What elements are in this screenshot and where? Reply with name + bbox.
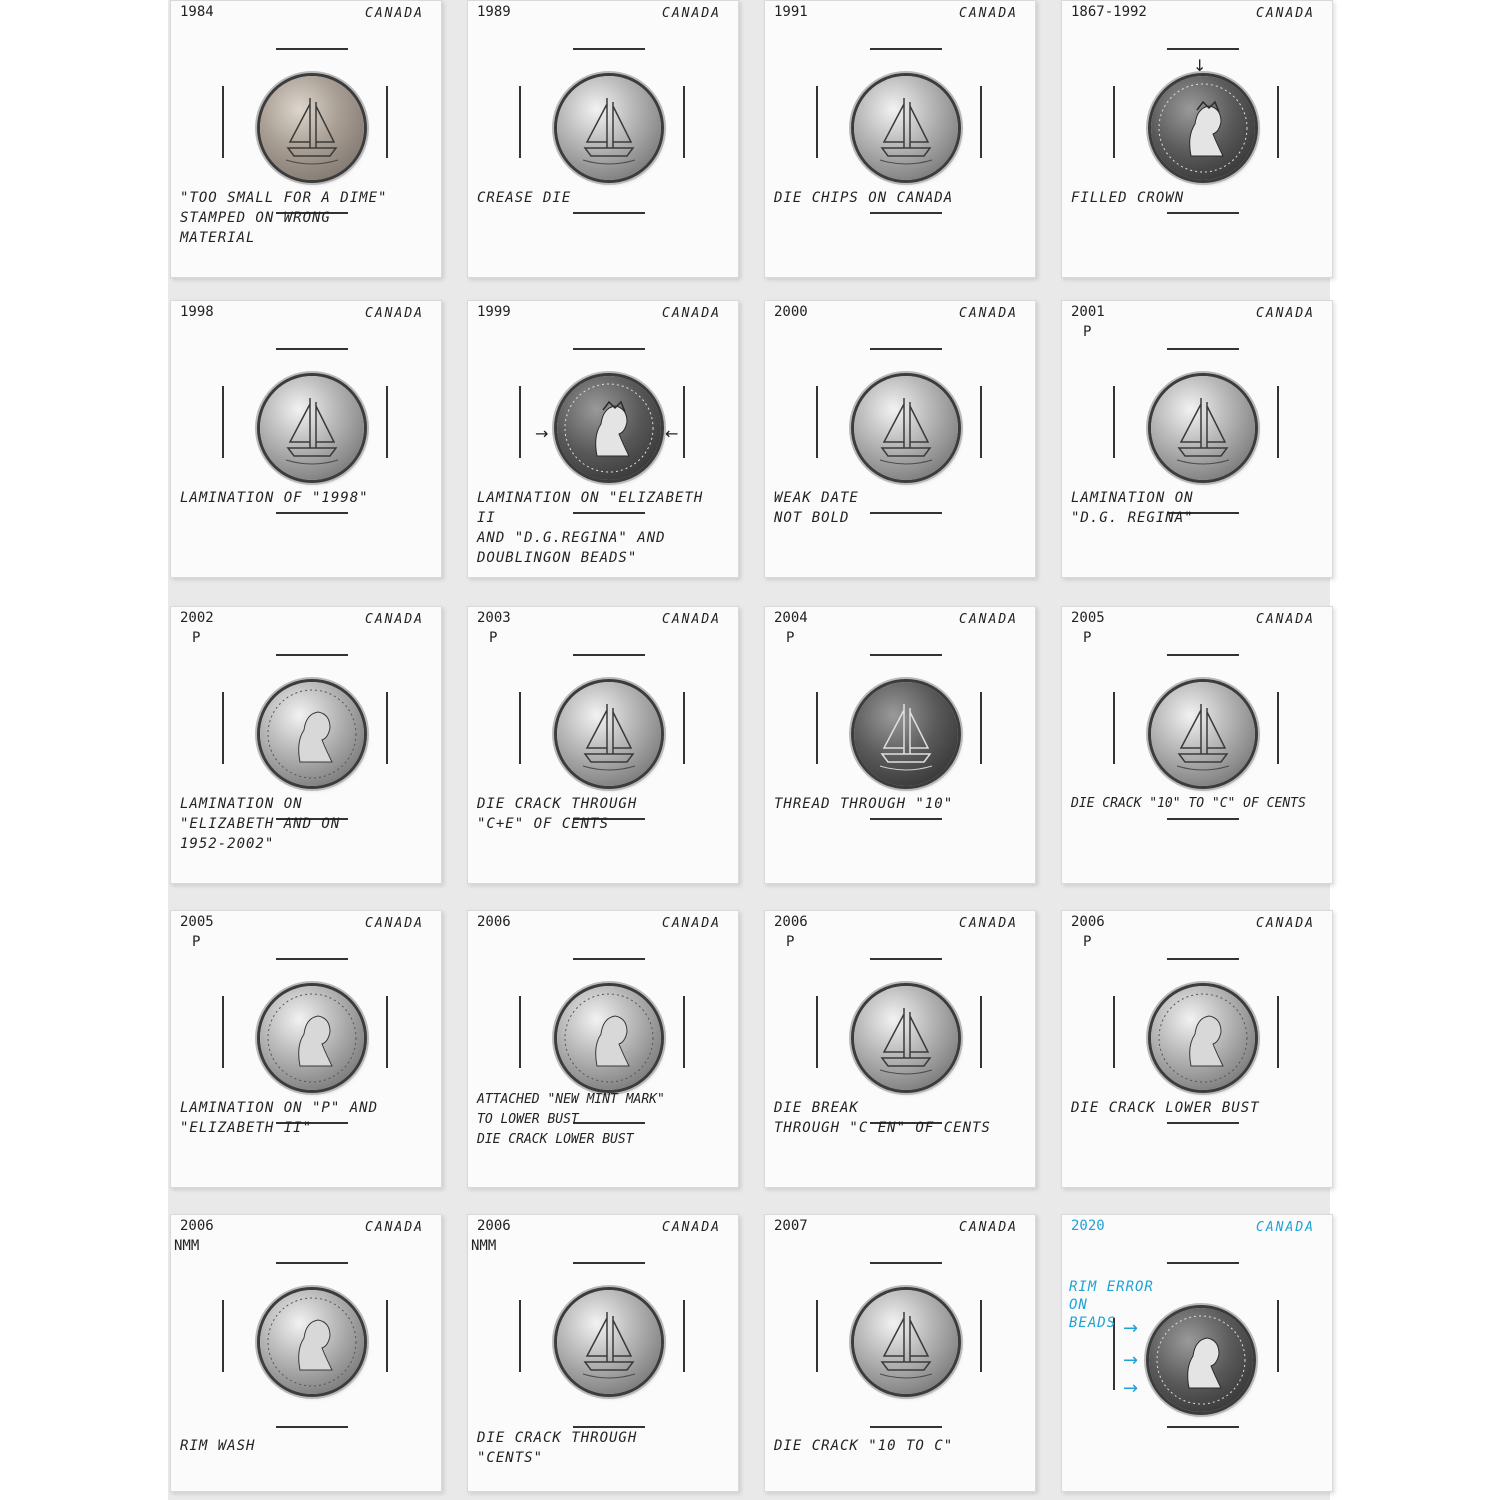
holder-year: 1991 — [774, 4, 808, 20]
staple — [1167, 958, 1239, 960]
staple — [870, 654, 942, 656]
staple — [1277, 386, 1279, 458]
staple — [980, 692, 982, 764]
coin-holder-2005-p-queen[interactable] — [170, 910, 442, 1188]
error-note: RIM ERROR ON BEADS — [1069, 1279, 1154, 1331]
staple — [870, 48, 942, 50]
staple — [276, 512, 348, 514]
holder-mint-mark: P — [192, 934, 201, 950]
holder-country: CANADA — [662, 916, 721, 931]
coin-holder-2000[interactable] — [764, 300, 1036, 578]
coin-holder-1989[interactable] — [467, 0, 739, 278]
holder-year: 2005 — [180, 914, 214, 930]
holder-country: CANADA — [365, 916, 424, 931]
holder-country: CANADA — [365, 306, 424, 321]
staple — [816, 692, 818, 764]
holder-country: CANADA — [959, 6, 1018, 21]
coin-holder-2003-p[interactable] — [467, 606, 739, 884]
staple — [222, 86, 224, 158]
staple — [980, 996, 982, 1068]
arrow-right-icon: → — [1123, 1350, 1139, 1371]
arrow-left-icon: ← — [665, 424, 679, 443]
coin-holder-2006-queen[interactable] — [467, 910, 739, 1188]
coin-holder-2004-p[interactable] — [764, 606, 1036, 884]
holder-year: 2000 — [774, 304, 808, 320]
staple — [870, 212, 942, 214]
staple — [980, 1300, 982, 1372]
holder-mint-mark: P — [786, 934, 795, 950]
holder-year: 2006 — [774, 914, 808, 930]
holder-mint-mark: P — [1083, 630, 1092, 646]
error-note: DIE CHIPS ON CANADA — [774, 190, 954, 206]
holder-mint-mark: P — [786, 630, 795, 646]
holder-country: CANADA — [1256, 1220, 1315, 1235]
staple — [1113, 86, 1115, 158]
holder-year: 1989 — [477, 4, 511, 20]
dime-queen-side — [1151, 76, 1255, 180]
dime-ship-side — [1151, 682, 1255, 786]
error-note: LAMINATION ON "P" AND "ELIZABETH II" — [180, 1100, 379, 1136]
holder-mint-mark: NMM — [174, 1238, 200, 1254]
error-note: LAMINATION ON "ELIZABETH II AND "D.G.REGINA" AND DOUBLINGON BEADS" — [477, 490, 704, 566]
staple — [1113, 692, 1115, 764]
error-note: LAMINATION ON "D.G. REGINA" — [1071, 490, 1194, 526]
holder-year: 2003 — [477, 610, 511, 626]
holder-country: CANADA — [959, 1220, 1018, 1235]
staple — [1167, 1122, 1239, 1124]
staple — [519, 996, 521, 1068]
staple — [1167, 48, 1239, 50]
dime-ship-side — [260, 376, 364, 480]
holder-year: 2007 — [774, 1218, 808, 1234]
dime-ship-side — [854, 76, 958, 180]
dime-ship-side — [557, 1290, 661, 1394]
error-note: FILLED CROWN — [1071, 190, 1185, 206]
error-note: WEAK DATE NOT BOLD — [774, 490, 859, 526]
staple — [1113, 996, 1115, 1068]
coin-holder-2001-p[interactable] — [1061, 300, 1333, 578]
arrow-down-icon: ↓ — [1193, 56, 1207, 75]
staple — [276, 1262, 348, 1264]
holder-country: CANADA — [1256, 916, 1315, 931]
error-note: LAMINATION OF "1998" — [180, 490, 369, 506]
arrow-right-icon: → — [1123, 1318, 1139, 1339]
holder-country: CANADA — [959, 306, 1018, 321]
staple — [222, 692, 224, 764]
staple — [222, 996, 224, 1068]
staple — [222, 386, 224, 458]
staple — [816, 386, 818, 458]
holder-year: 2004 — [774, 610, 808, 626]
staple — [683, 692, 685, 764]
holder-year: 2006 — [477, 914, 511, 930]
staple — [386, 386, 388, 458]
coin-holder-2020[interactable] — [1061, 1214, 1333, 1492]
coin-holder-2006-nmm-ship[interactable] — [467, 1214, 739, 1492]
staple — [519, 86, 521, 158]
dime-ship-side — [1151, 376, 1255, 480]
dime-ship-side — [260, 76, 364, 180]
holder-mint-mark: P — [489, 630, 498, 646]
staple — [222, 1300, 224, 1372]
staple — [519, 386, 521, 458]
staple — [573, 48, 645, 50]
staple — [1167, 1426, 1239, 1428]
holder-year: 2006 — [180, 1218, 214, 1234]
holder-year: 2006 — [1071, 914, 1105, 930]
holder-country: CANADA — [662, 612, 721, 627]
holder-year: 1867-1992 — [1071, 4, 1147, 20]
arrow-right-icon: → — [1123, 1378, 1139, 1399]
staple — [276, 348, 348, 350]
coin-holder-1984[interactable] — [170, 0, 442, 278]
holder-year: 1998 — [180, 304, 214, 320]
holder-mint-mark: P — [1083, 324, 1092, 340]
holder-country: CANADA — [1256, 612, 1315, 627]
dime-ship-side — [854, 1290, 958, 1394]
holder-country: CANADA — [959, 612, 1018, 627]
coin-holder-2007[interactable] — [764, 1214, 1036, 1492]
coin-holder-1998[interactable] — [170, 300, 442, 578]
holder-year: 2020 — [1071, 1218, 1105, 1234]
dime-queen-side — [557, 376, 661, 480]
holder-country: CANADA — [662, 1220, 721, 1235]
staple — [573, 654, 645, 656]
arrow-right-icon: → — [535, 424, 549, 443]
coin-holder-2006-nmm-queen[interactable] — [170, 1214, 442, 1492]
staple — [683, 86, 685, 158]
staple — [573, 212, 645, 214]
error-note: DIE BREAK THROUGH "C EN" OF CENTS — [774, 1100, 991, 1136]
staple — [386, 1300, 388, 1372]
error-note: ATTACHED "NEW MINT MARK" TO LOWER BUST DIE CRACK LOWER BUST — [477, 1092, 665, 1147]
holder-country: CANADA — [365, 612, 424, 627]
staple — [870, 348, 942, 350]
coin-holder-1867-1992[interactable] — [1061, 0, 1333, 278]
holder-country: CANADA — [1256, 6, 1315, 21]
holder-year: 1984 — [180, 4, 214, 20]
staple — [386, 692, 388, 764]
staple — [870, 958, 942, 960]
staple — [1167, 212, 1239, 214]
staple — [1113, 386, 1115, 458]
holder-country: CANADA — [365, 1220, 424, 1235]
staple — [276, 654, 348, 656]
staple — [683, 386, 685, 458]
staple — [519, 692, 521, 764]
staple — [276, 48, 348, 50]
holder-country: CANADA — [1256, 306, 1315, 321]
holder-year: 1999 — [477, 304, 511, 320]
staple — [386, 996, 388, 1068]
error-note: LAMINATION ON "ELIZABETH AND ON 1952-2002" — [180, 796, 341, 852]
coin-holder-1999[interactable] — [467, 300, 739, 578]
error-note: DIE CRACK LOWER BUST — [1071, 1100, 1260, 1116]
staple — [1167, 348, 1239, 350]
staple — [276, 1426, 348, 1428]
staple — [870, 1262, 942, 1264]
error-note: DIE CRACK THROUGH "CENTS" — [477, 1430, 638, 1466]
error-note: DIE CRACK "10" TO "C" OF CENTS — [1071, 796, 1306, 811]
holder-year: 2002 — [180, 610, 214, 626]
staple — [519, 1300, 521, 1372]
staple — [816, 86, 818, 158]
dime-queen-side — [260, 1290, 364, 1394]
error-note: DIE CRACK THROUGH "C+E" OF CENTS — [477, 796, 638, 832]
staple — [816, 1300, 818, 1372]
error-note: CREASE DIE — [477, 190, 572, 206]
staple — [573, 1262, 645, 1264]
staple — [573, 958, 645, 960]
holder-mint-mark: NMM — [471, 1238, 497, 1254]
staple — [683, 996, 685, 1068]
holder-country: CANADA — [365, 6, 424, 21]
staple — [1167, 1262, 1239, 1264]
holder-year: 2001 — [1071, 304, 1105, 320]
error-note: RIM WASH — [180, 1438, 256, 1454]
staple — [1277, 692, 1279, 764]
dime-ship-side — [854, 682, 958, 786]
dime-queen-side — [557, 986, 661, 1090]
coin-holder-2006-p-queen[interactable] — [1061, 910, 1333, 1188]
staple — [1167, 818, 1239, 820]
dime-queen-side — [260, 682, 364, 786]
holder-country: CANADA — [662, 6, 721, 21]
error-note: "TOO SMALL FOR A DIME" STAMPED ON WRONG MATERIAL — [180, 190, 388, 246]
staple — [683, 1300, 685, 1372]
dime-ship-side — [854, 376, 958, 480]
staple — [980, 86, 982, 158]
staple — [1167, 654, 1239, 656]
holder-year: 2006 — [477, 1218, 511, 1234]
dime-ship-side — [557, 76, 661, 180]
staple — [980, 386, 982, 458]
coin-holder-2005-p-ship[interactable] — [1061, 606, 1333, 884]
staple — [870, 818, 942, 820]
staple — [1277, 86, 1279, 158]
staple — [573, 348, 645, 350]
holder-mint-mark: P — [192, 630, 201, 646]
dime-queen-side — [260, 986, 364, 1090]
holder-country: CANADA — [662, 306, 721, 321]
holder-mint-mark: P — [1083, 934, 1092, 950]
coin-holder-2002-p[interactable] — [170, 606, 442, 884]
dime-queen-side — [1151, 986, 1255, 1090]
holder-year: 2005 — [1071, 610, 1105, 626]
staple — [1277, 996, 1279, 1068]
staple — [386, 86, 388, 158]
staple — [870, 1426, 942, 1428]
dime-ship-side — [557, 682, 661, 786]
coin-holder-2006-p-ship[interactable] — [764, 910, 1036, 1188]
holder-country: CANADA — [959, 916, 1018, 931]
dime-ship-side — [854, 986, 958, 1090]
staple — [816, 996, 818, 1068]
coin-holder-1991[interactable] — [764, 0, 1036, 278]
error-note: DIE CRACK "10 TO C" — [774, 1438, 954, 1454]
staple — [276, 958, 348, 960]
error-note: THREAD THROUGH "10" — [774, 796, 954, 812]
